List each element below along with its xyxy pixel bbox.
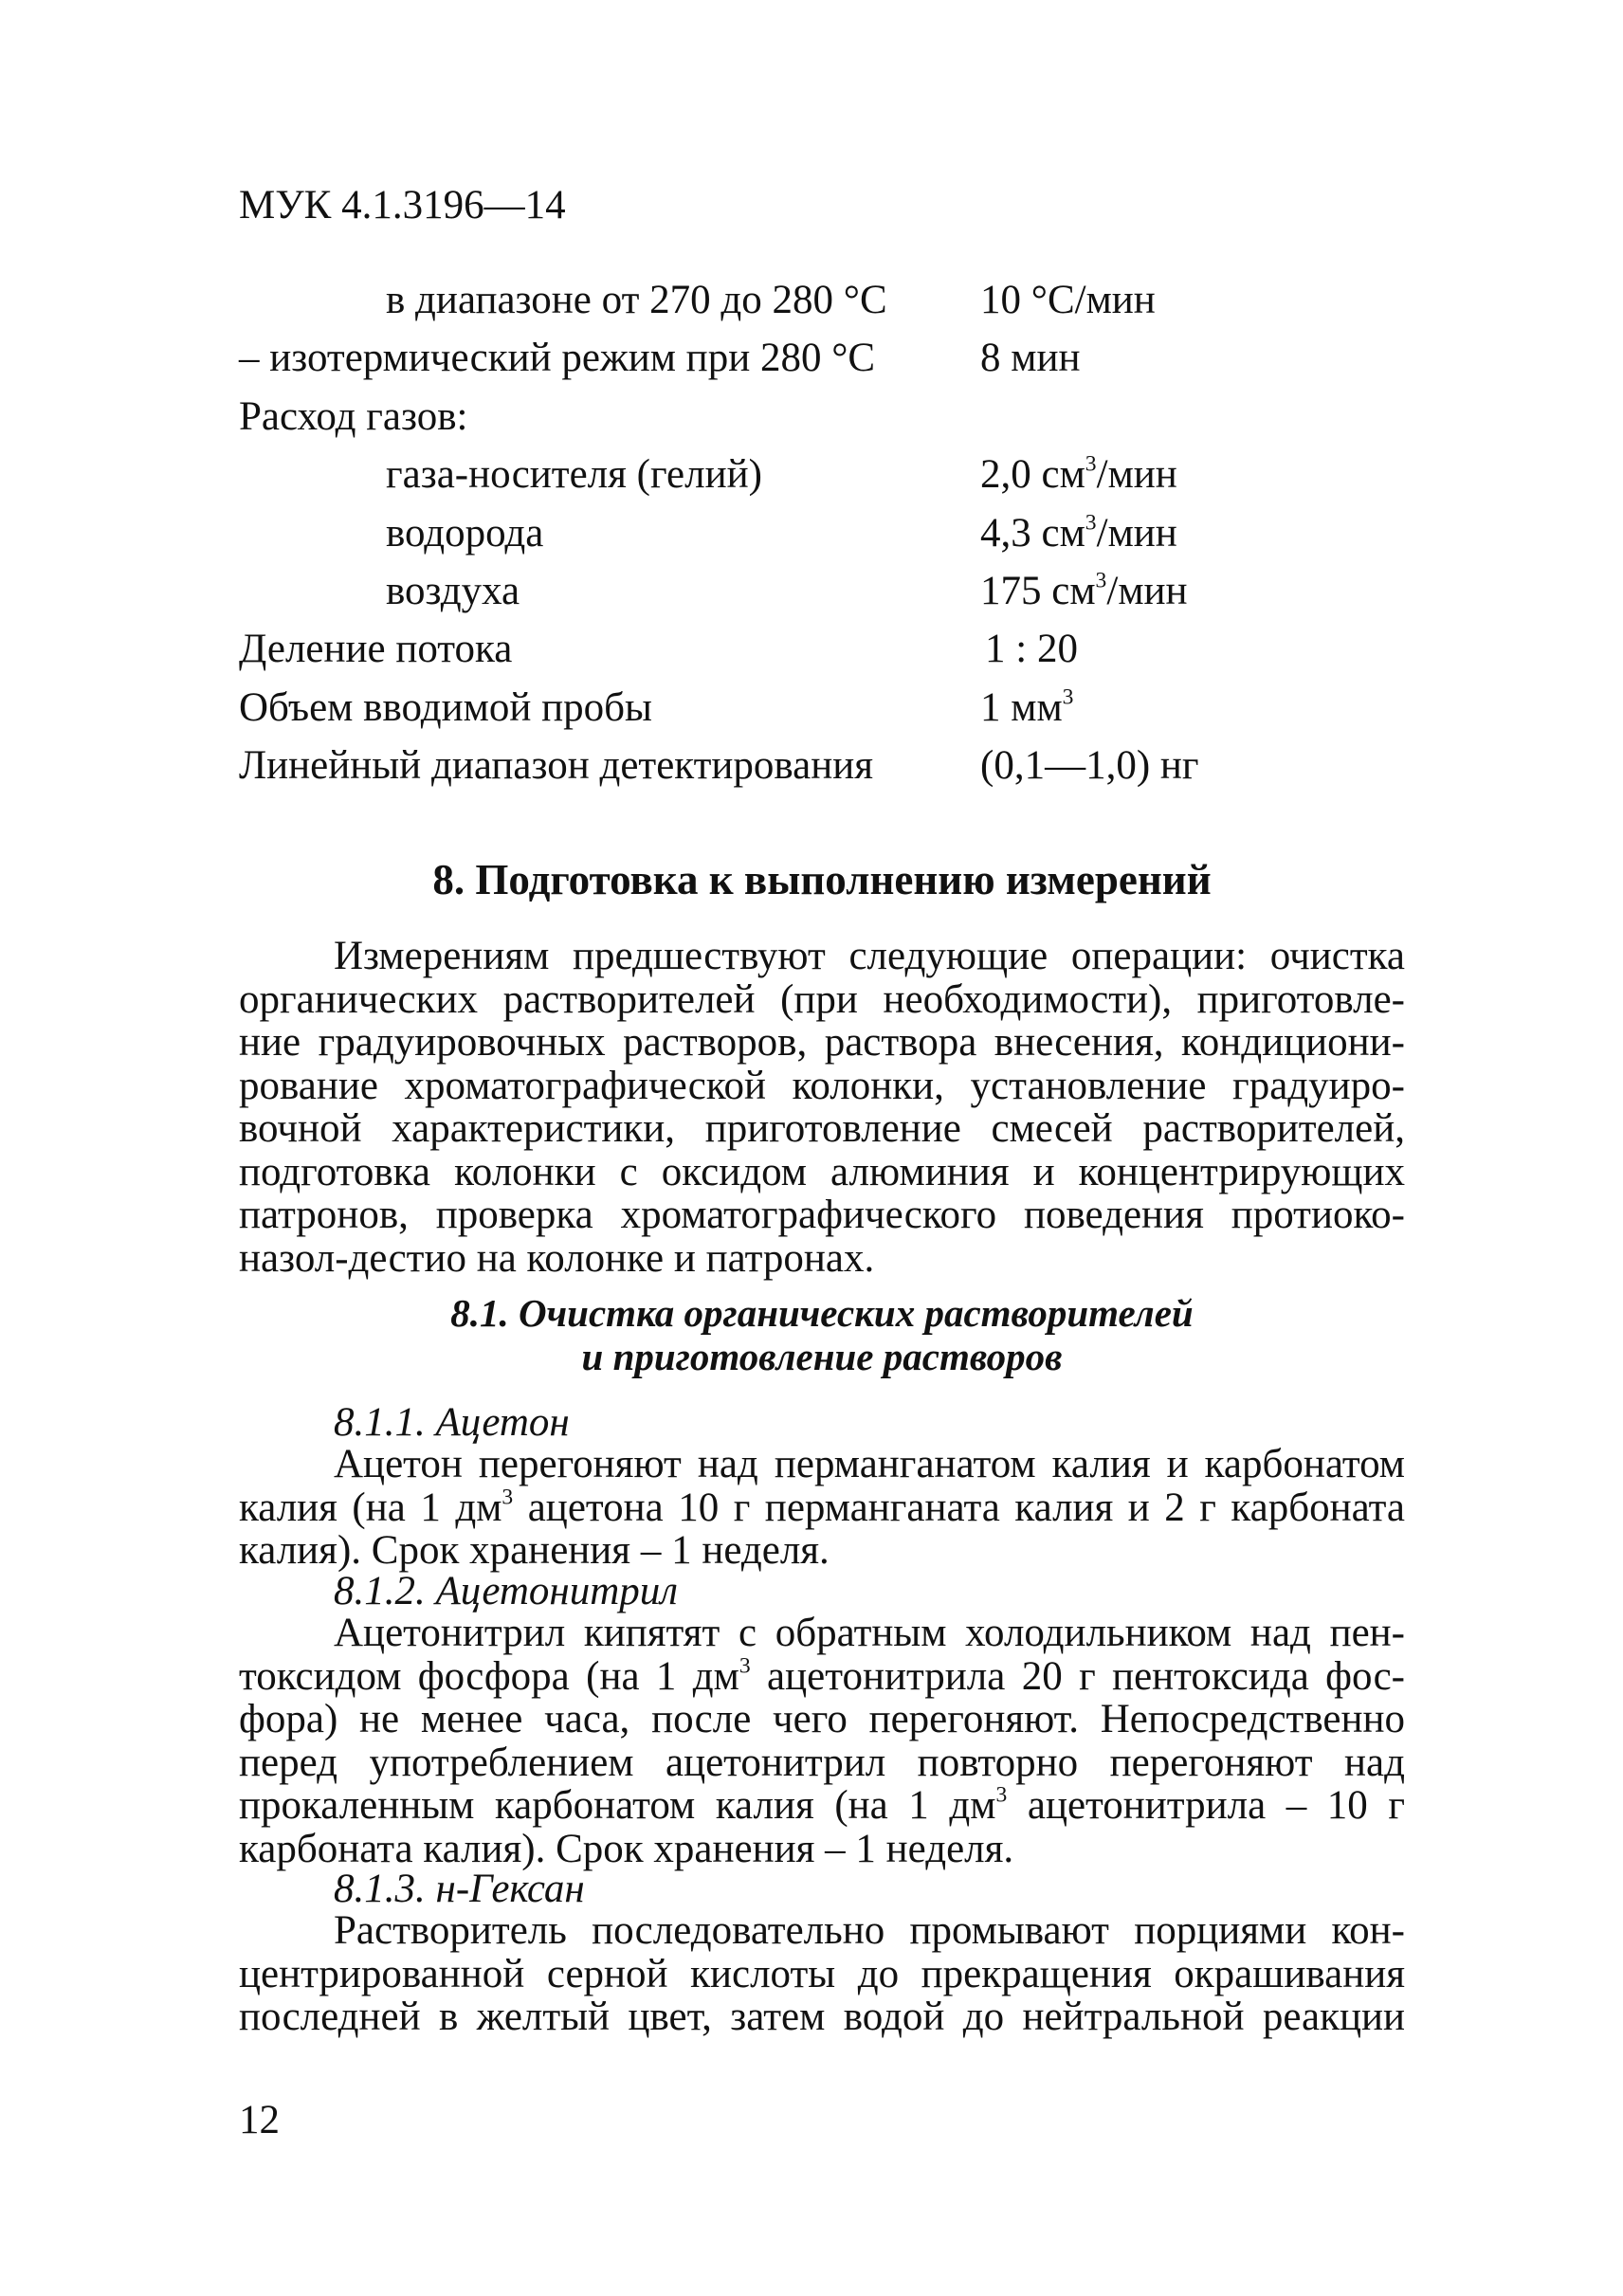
param-label: Деление потока [239, 627, 513, 672]
section-8-title: 8. Подготовка к выполнению измерений [432, 856, 1212, 903]
paragraph-line: патронов, проверка хроматографического поведения протиоко- [239, 1193, 1405, 1237]
param-value: 175 $см^3$/мин [980, 568, 1188, 613]
paragraph-line: назол-дестио на колонке и патронах. [239, 1235, 875, 1281]
param-row [239, 277, 1405, 335]
param-row [239, 510, 1405, 568]
param-group-label: Расход газов: [239, 393, 468, 439]
param-value: 10 °С/мин [980, 278, 1156, 322]
section-8-1-2-paragraph [239, 1612, 1405, 1870]
section-8-1-1-paragraph [239, 1443, 1405, 1573]
paragraph-line: Растворитель последовательно промывают порциями кон- [334, 1908, 1405, 1953]
section-8-1-2-heading: 8.1.2. Ацетонитрил [334, 1569, 679, 1613]
param-value: 2,0 $см^3$/мин [980, 451, 1177, 498]
section-8-1-3-paragraph [239, 1909, 1405, 2039]
param-label: в диапазоне от 270 до 280 °С [386, 278, 887, 322]
paragraph-line: центрированной серной кислоты до прекращения окрашивания [239, 1951, 1405, 1996]
paragraph-line: вочной характеристики, приготовление смесей растворителей, [239, 1106, 1405, 1151]
param-value: 1 $мм^3$ [980, 684, 1074, 730]
param-value: (0,1—1,0) нг [980, 743, 1199, 789]
paragraph-line: Ацетонитрил кипятят с обратным холодильником над пен- [334, 1611, 1405, 1655]
page-number: 12 [239, 2098, 280, 2142]
document-code: МУК 4.1.3196—14 [239, 183, 566, 228]
param-value: 8 мин [980, 336, 1081, 381]
paragraph-line: перед употреблением ацетонитрил повторно перегоняют над [239, 1740, 1405, 1785]
paragraph-line: токсидом фосфора (на 1 $дм^3$ ацетонитрила 20 г пентоксида фос- [239, 1652, 1405, 1699]
section-8-paragraph [239, 935, 1405, 1280]
paragraph-line: фора) не менее часа, после чего перегоняют. Непосредственно [239, 1697, 1405, 1741]
param-row [239, 684, 1405, 742]
paragraph-line: рование хроматографической колонки, установление градуиро- [239, 1063, 1405, 1108]
paragraph-line: калия (на 1 $дм^3$ ацетона 10 г перманганата калия и 2 г карбоната [239, 1484, 1405, 1530]
param-row [239, 568, 1405, 626]
parameter-list [239, 277, 1405, 801]
section-8-1-1-heading: 8.1.1. Ацетон [334, 1400, 570, 1445]
param-label: Линейный диапазон детектирования [239, 743, 874, 789]
paragraph-line: прокаленным карбонатом калия (на 1 $дм^3$ ацетонитрила – 10 г [239, 1782, 1405, 1828]
paragraph-line: ние градуировочных растворов, раствора внесения, кондициони- [239, 1020, 1405, 1065]
param-label: воздуха [386, 568, 520, 613]
subsection-title-line: 8.1. Очистка органических растворителей [450, 1291, 1194, 1335]
paragraph-line: Ацетон перегоняют над перманганатом калия и карбонатом [334, 1442, 1405, 1486]
paragraph-line: последней в желтый цвет, затем водой до нейтральной реакции [239, 1995, 1405, 2039]
paragraph-line: карбоната калия). Срок хранения – 1 неделя. [239, 1826, 1014, 1871]
paragraph-line: калия). Срок хранения – 1 неделя. [239, 1528, 830, 1573]
section-8-1-3-heading: 8.1.3. н-Гексан [334, 1867, 585, 1911]
subsection-title-line: и приготовление растворов [581, 1335, 1063, 1378]
paragraph-line: подготовка колонки с оксидом алюминия и концентрирующих [239, 1149, 1405, 1194]
param-label: – изотермический режим при 280 °С [239, 336, 876, 381]
section-8-1-title [239, 1291, 1405, 1378]
param-value: 4,3 $см^3$/мин [980, 509, 1177, 556]
param-label: водорода [386, 510, 544, 556]
param-row [239, 393, 1405, 451]
paragraph-line: Измерениям предшествуют следующие операции: очистка [334, 934, 1405, 978]
param-value: 1 : 20 [985, 627, 1078, 672]
param-row [239, 626, 1405, 683]
param-label: Объем вводимой пробы [239, 684, 652, 730]
paragraph-line: органических растворителей (при необходимости), приготовле- [239, 976, 1405, 1022]
param-row [239, 742, 1405, 800]
param-row [239, 335, 1405, 392]
param-row [239, 451, 1405, 509]
param-label: газа-носителя (гелий) [386, 452, 762, 498]
